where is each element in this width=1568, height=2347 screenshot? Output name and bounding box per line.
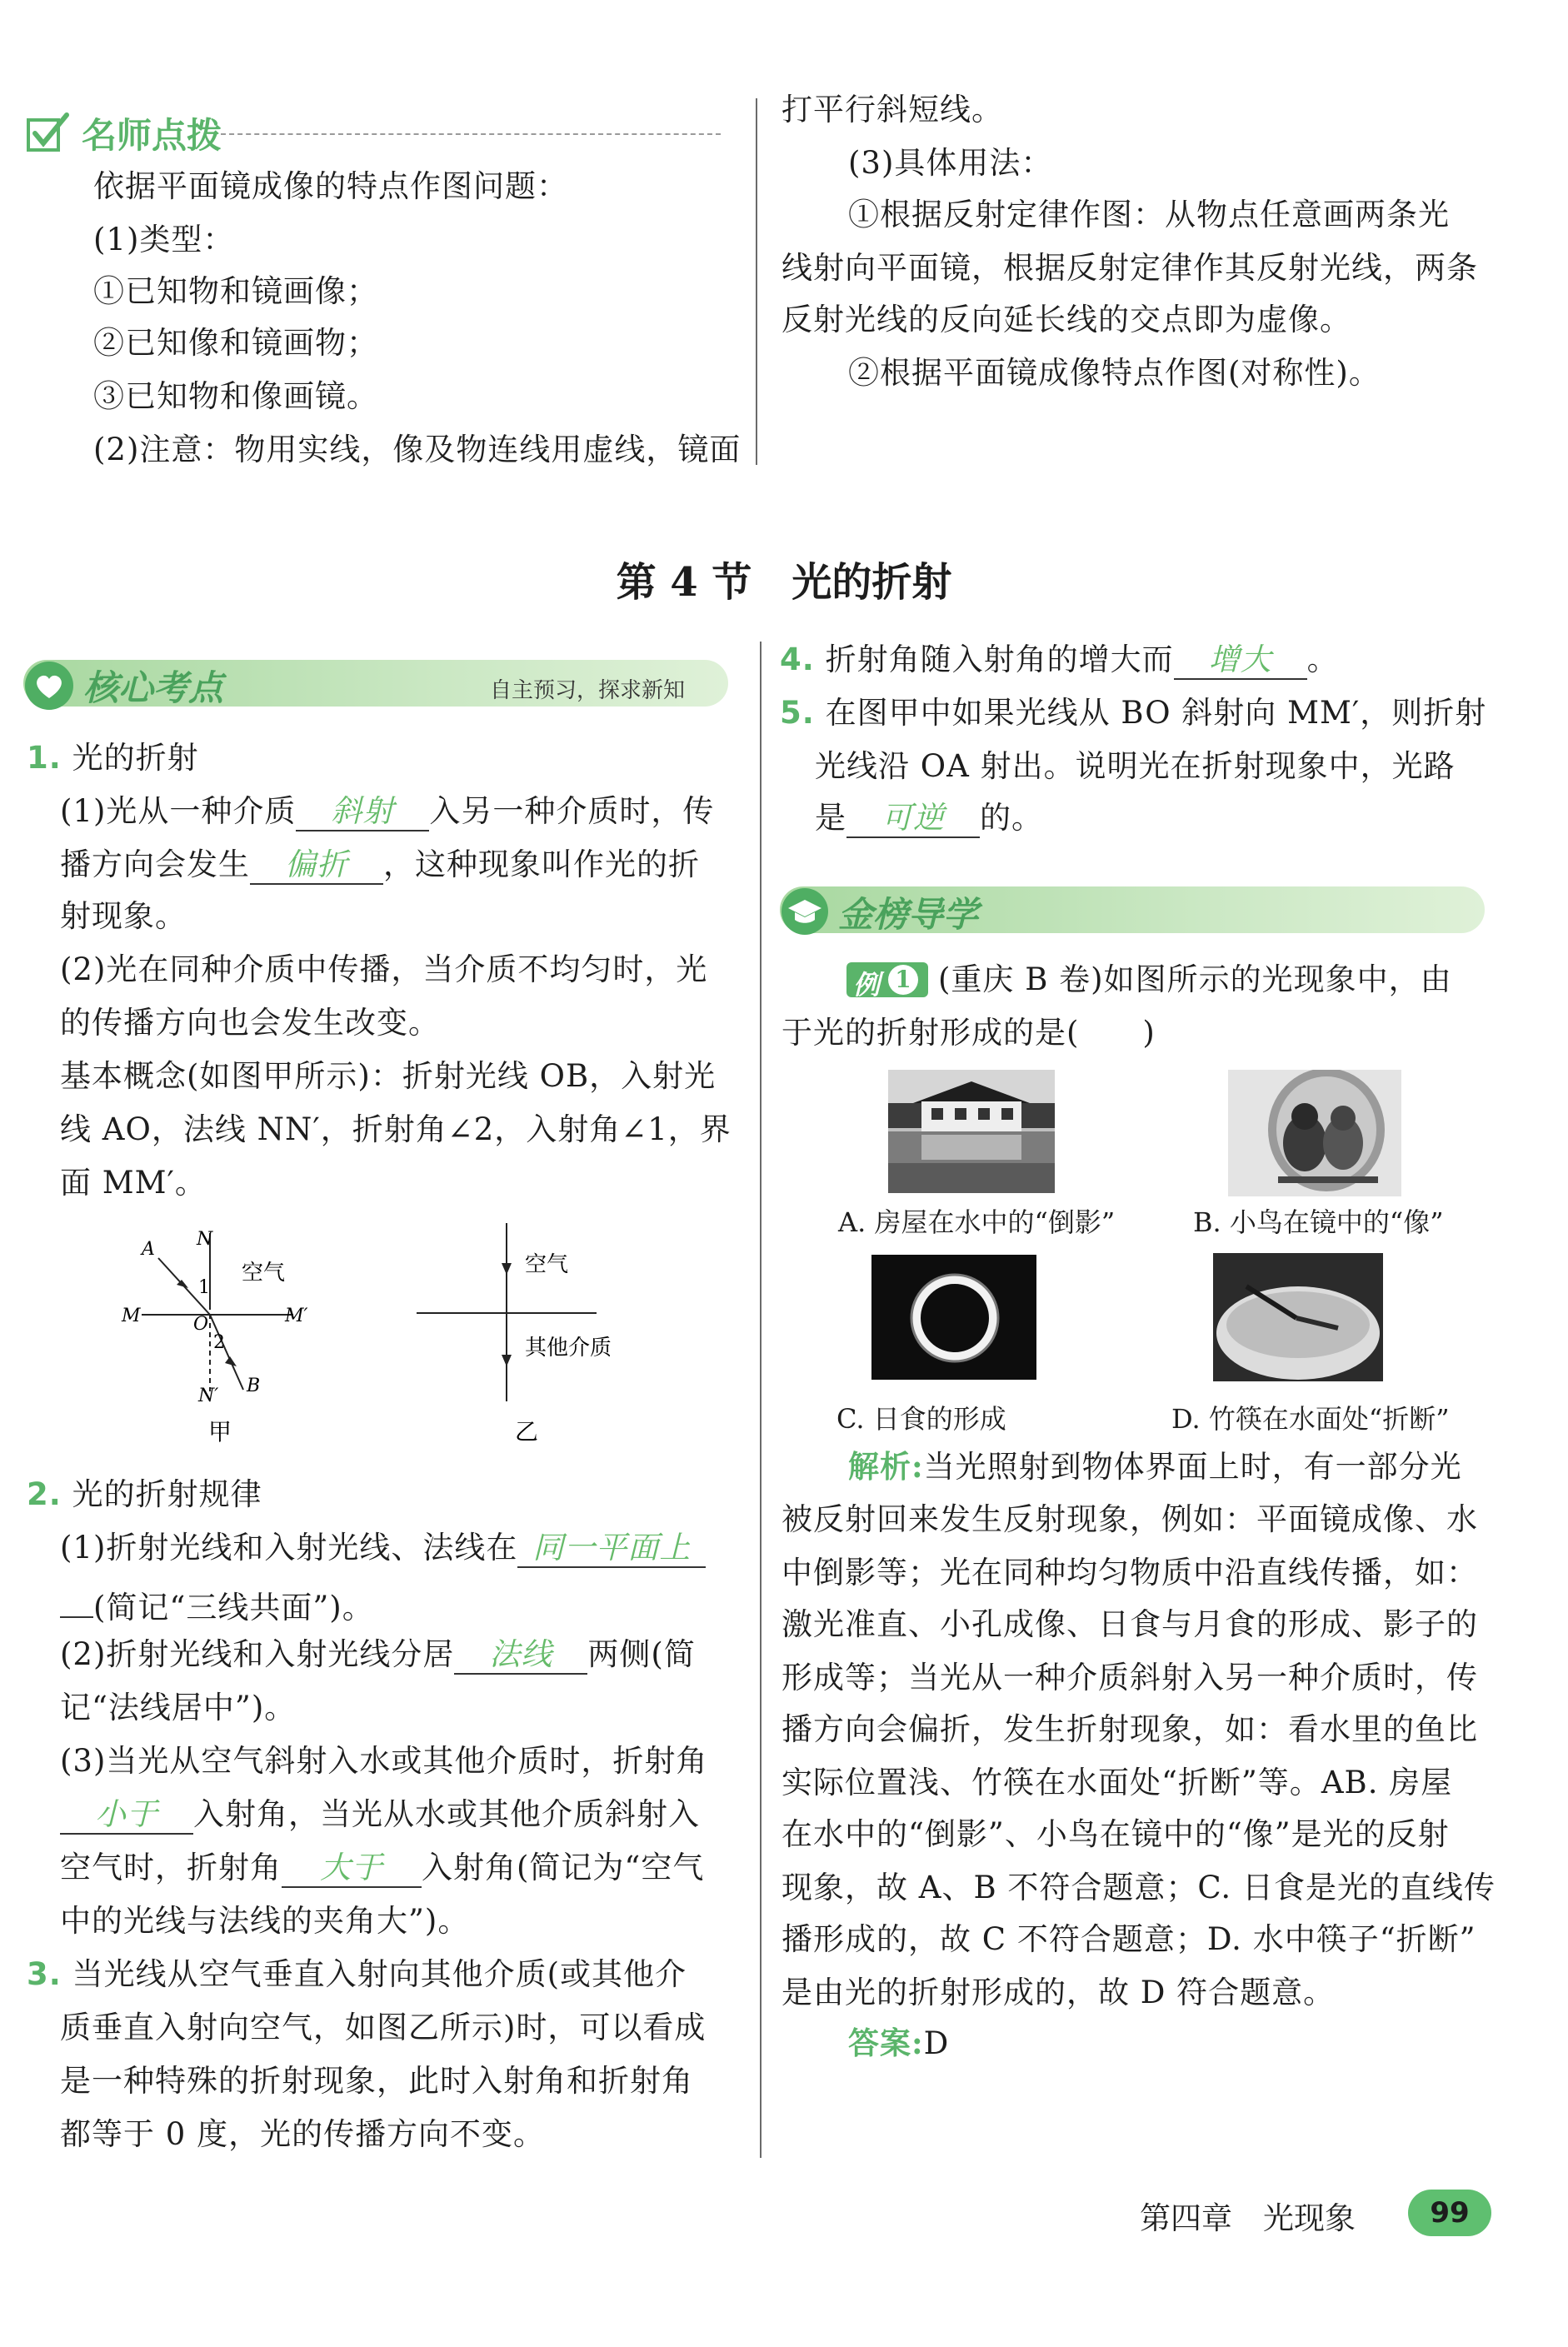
item-2-line — [60, 1575, 374, 1635]
option-a-caption: A. 房屋在水中的“倒影” — [838, 1206, 1116, 1238]
text: (简记“三线共面”)。 — [93, 1590, 374, 1625]
item-number: 5. — [780, 695, 815, 731]
analysis-line: 中倒影等；光在同种均匀物质中沿直线传播，如： — [782, 1555, 1478, 1590]
item-2 — [27, 1468, 262, 1521]
tip-line: 依据平面镜成像的特点作图问题： — [93, 168, 568, 204]
item-2-line — [60, 1521, 706, 1575]
item-1-line — [60, 838, 700, 891]
text: 空气时，折射角 — [60, 1850, 282, 1885]
column-divider — [760, 642, 762, 2158]
label-1: 1 — [198, 1277, 210, 1298]
analysis-line: 形成等；当光从一种介质斜射入另一种介质时，传 — [782, 1660, 1478, 1695]
analysis-line: 现象，故 A、B 不符合题意；C. 日食是光的直线传 — [782, 1870, 1496, 1905]
analysis-line: 被反射回来发生反射现象，例如：平面镜成像、水 — [782, 1501, 1478, 1537]
item-2-line: (3)当光从空气斜射入水或其他介质时，折射角 — [60, 1743, 708, 1779]
label-N-prime: N′ — [198, 1386, 219, 1406]
photo-house-reflection — [888, 1070, 1055, 1193]
analysis-label: 解析: — [848, 1448, 924, 1485]
photo-chopstick-water — [1213, 1253, 1383, 1381]
label-M-prime: M′ — [285, 1306, 308, 1326]
analysis-line: 是由光的折射形成的，故 D 符合题意。 — [782, 1975, 1336, 2010]
core-title: 核心考点 — [83, 667, 224, 708]
tip-line: (1)类型： — [93, 222, 235, 257]
item-number: 4. — [780, 642, 815, 677]
blank-answer: 同一平面上 — [517, 1525, 706, 1568]
item-5-line: 光线沿 OA 射出。说明光在折射现象中，光路 — [815, 748, 1456, 784]
item-number: 3. — [27, 1956, 62, 1992]
text: 折射角随入射角的增大而 — [825, 642, 1174, 677]
label-O: O — [193, 1314, 209, 1335]
refracted-arrow — [225, 1356, 237, 1366]
text: 当光线从空气垂直入射向其他介质(或其他介 — [72, 1956, 687, 1992]
check-icon — [25, 110, 72, 157]
text: 入射角(简记为“空气 — [422, 1850, 705, 1885]
blank-answer: 法线 — [454, 1631, 587, 1675]
text: (2)折射光线和入射光线分居 — [60, 1636, 455, 1672]
tip-right-line: 线射向平面镜，根据反射定律作其反射光线，两条 — [782, 250, 1478, 286]
text: 当光照射到物体界面上时，有一部分光 — [923, 1449, 1462, 1485]
item-2-line: 记“法线居中”)。 — [60, 1690, 297, 1725]
tip-right-line: 打平行斜短线。 — [782, 92, 1003, 127]
label-N: N — [197, 1229, 213, 1250]
tip-right-line: ②根据平面镜成像特点作图(对称性)。 — [848, 355, 1381, 391]
label-A: A — [142, 1239, 155, 1260]
tip-right-line: ①根据反射定律作图：从物点任意画两条光 — [848, 197, 1450, 232]
answer-value: D — [923, 2025, 950, 2061]
blank-tail — [60, 1575, 93, 1618]
analysis-line: 在水中的“倒影”、小鸟在镜中的“像”是光的反射 — [782, 1816, 1450, 1852]
text: ，这种现象叫作光的折 — [383, 846, 700, 882]
analysis-line: 播方向会偏折，发生折射现象，如：看水里的鱼比 — [782, 1711, 1478, 1747]
text: (1)光从一种介质 — [60, 793, 297, 829]
example-number: 1 — [888, 965, 918, 995]
label-2: 2 — [213, 1332, 225, 1353]
text: 两侧(简 — [587, 1636, 696, 1672]
item-3 — [27, 1948, 687, 2001]
item-3-line: 质垂直入射向空气，如图乙所示)时，可以看成 — [60, 2010, 707, 2045]
example-question: 于光的折射形成的是( ) — [782, 1015, 1156, 1051]
label-M: M — [122, 1306, 141, 1326]
item-2-line: 中的光线与法线的夹角大”)。 — [60, 1903, 470, 1939]
tip-line: (2)注意：物用实线，像及物连线用虚线，镜面 — [93, 432, 742, 467]
photo-eclipse — [871, 1255, 1036, 1380]
text: (1)折射光线和入射光线、法线在 — [60, 1530, 518, 1565]
example-question: (重庆 B 卷)如图所示的光现象中，由 — [938, 961, 1452, 997]
label-air: 空气 — [242, 1261, 286, 1286]
analysis-line: 播形成的，故 C 不符合题意；D. 水中筷子“折断” — [782, 1921, 1476, 1957]
item-1-line: 射现象。 — [60, 898, 187, 934]
option-b-caption: B. 小鸟在镜中的“像” — [1193, 1206, 1444, 1238]
blank-answer: 小于 — [60, 1791, 193, 1835]
item-3-line: 都等于 0 度，光的传播方向不变。 — [60, 2116, 546, 2152]
label-B: B — [247, 1376, 261, 1396]
text: 入射角，当光从水或其他介质斜射入 — [193, 1796, 700, 1832]
tip-line: ②已知像和镜画物； — [93, 325, 378, 361]
item-1-line: (2)光在同种介质中传播，当介质不均匀时，光 — [60, 951, 708, 987]
item-number: 2. — [27, 1476, 62, 1512]
heart-icon — [23, 660, 75, 712]
item-2-line — [60, 1628, 696, 1681]
blank-answer: 偏折 — [250, 841, 383, 885]
blank-answer: 可逆 — [846, 795, 980, 838]
core-subtitle: 自主预习，探求新知 — [490, 678, 686, 703]
figure-caption: 乙 — [515, 1418, 539, 1446]
photo-bird-mirror — [1228, 1070, 1401, 1196]
tip-right-line: (3)具体用法： — [848, 145, 1053, 181]
figure-yi — [408, 1216, 650, 1450]
item-title: 光的折射 — [72, 740, 199, 776]
tip-line: ③已知物和像画镜。 — [93, 378, 378, 414]
tip-right-line: 反射光线的反向延长线的交点即为虚像。 — [782, 302, 1351, 337]
blank-answer: 大于 — [282, 1845, 422, 1888]
figure-jia — [117, 1225, 333, 1450]
item-3-line: 是一种特殊的折射现象，此时入射角和折射角 — [60, 2063, 693, 2099]
item-1 — [27, 732, 199, 785]
item-1-line: 线 AO，法线 NN′，折射角∠2，入射角∠1，界 — [60, 1111, 732, 1147]
option-c-caption: C. 日食的形成 — [836, 1403, 1006, 1435]
figure-caption: 甲 — [208, 1418, 232, 1446]
label-air: 空气 — [525, 1252, 569, 1277]
option-d-caption: D. 竹筷在水面处“折断” — [1171, 1403, 1450, 1435]
item-1-line: 面 MM′。 — [60, 1165, 207, 1201]
blank-answer: 增大 — [1174, 637, 1307, 680]
example-label: 例 — [853, 969, 881, 1001]
item-1-line: 的传播方向也会发生改变。 — [60, 1005, 440, 1041]
text: 。 — [1306, 642, 1339, 677]
section-title: 第 4 节 光的折射 — [616, 559, 952, 606]
label-other-medium: 其他介质 — [525, 1336, 612, 1361]
ray-arrow-bottom — [502, 1355, 512, 1366]
example-badge — [846, 962, 928, 1001]
column-divider — [756, 98, 757, 465]
answer-line — [848, 2016, 949, 2070]
text: 播方向会发生 — [60, 846, 250, 882]
item-5-line — [815, 791, 1043, 845]
item-1-line: 基本概念(如图甲所示)：折射光线 OB，入射光 — [60, 1058, 717, 1094]
analysis-line: 激光准直、小孔成像、日食与月食的形成、影子的 — [782, 1606, 1478, 1642]
blank-answer: 斜射 — [296, 788, 429, 831]
tip-title: 名师点拨 — [82, 115, 222, 156]
text: 的。 — [980, 800, 1043, 836]
guide-title: 金榜导学 — [838, 894, 979, 935]
answer-label: 答案: — [848, 2025, 924, 2061]
item-5 — [780, 687, 1486, 740]
item-title: 光的折射规律 — [72, 1476, 262, 1512]
footer-chapter: 第四章 光现象 — [1140, 2200, 1356, 2236]
tip-line: ①已知物和镜画像； — [93, 273, 378, 309]
item-2-line — [60, 1841, 704, 1895]
text: 入另一种介质时，传 — [429, 793, 715, 829]
graduation-cap-icon — [780, 886, 830, 936]
item-number: 1. — [27, 740, 62, 776]
analysis-line: 实际位置浅、竹筷在水面处“折断”等。AB. 房屋 — [782, 1765, 1453, 1800]
text: 是 — [815, 800, 846, 836]
text: 在图甲中如果光线从 BO 斜射向 MM′，则折射 — [825, 695, 1487, 731]
item-4 — [780, 633, 1339, 687]
tip-dashed-line — [221, 133, 721, 135]
page-number: 99 — [1408, 2190, 1491, 2236]
item-1-line — [60, 785, 714, 838]
analysis-line — [848, 1440, 1462, 1494]
ray-arrow-top — [502, 1263, 512, 1275]
item-2-line — [60, 1788, 700, 1841]
